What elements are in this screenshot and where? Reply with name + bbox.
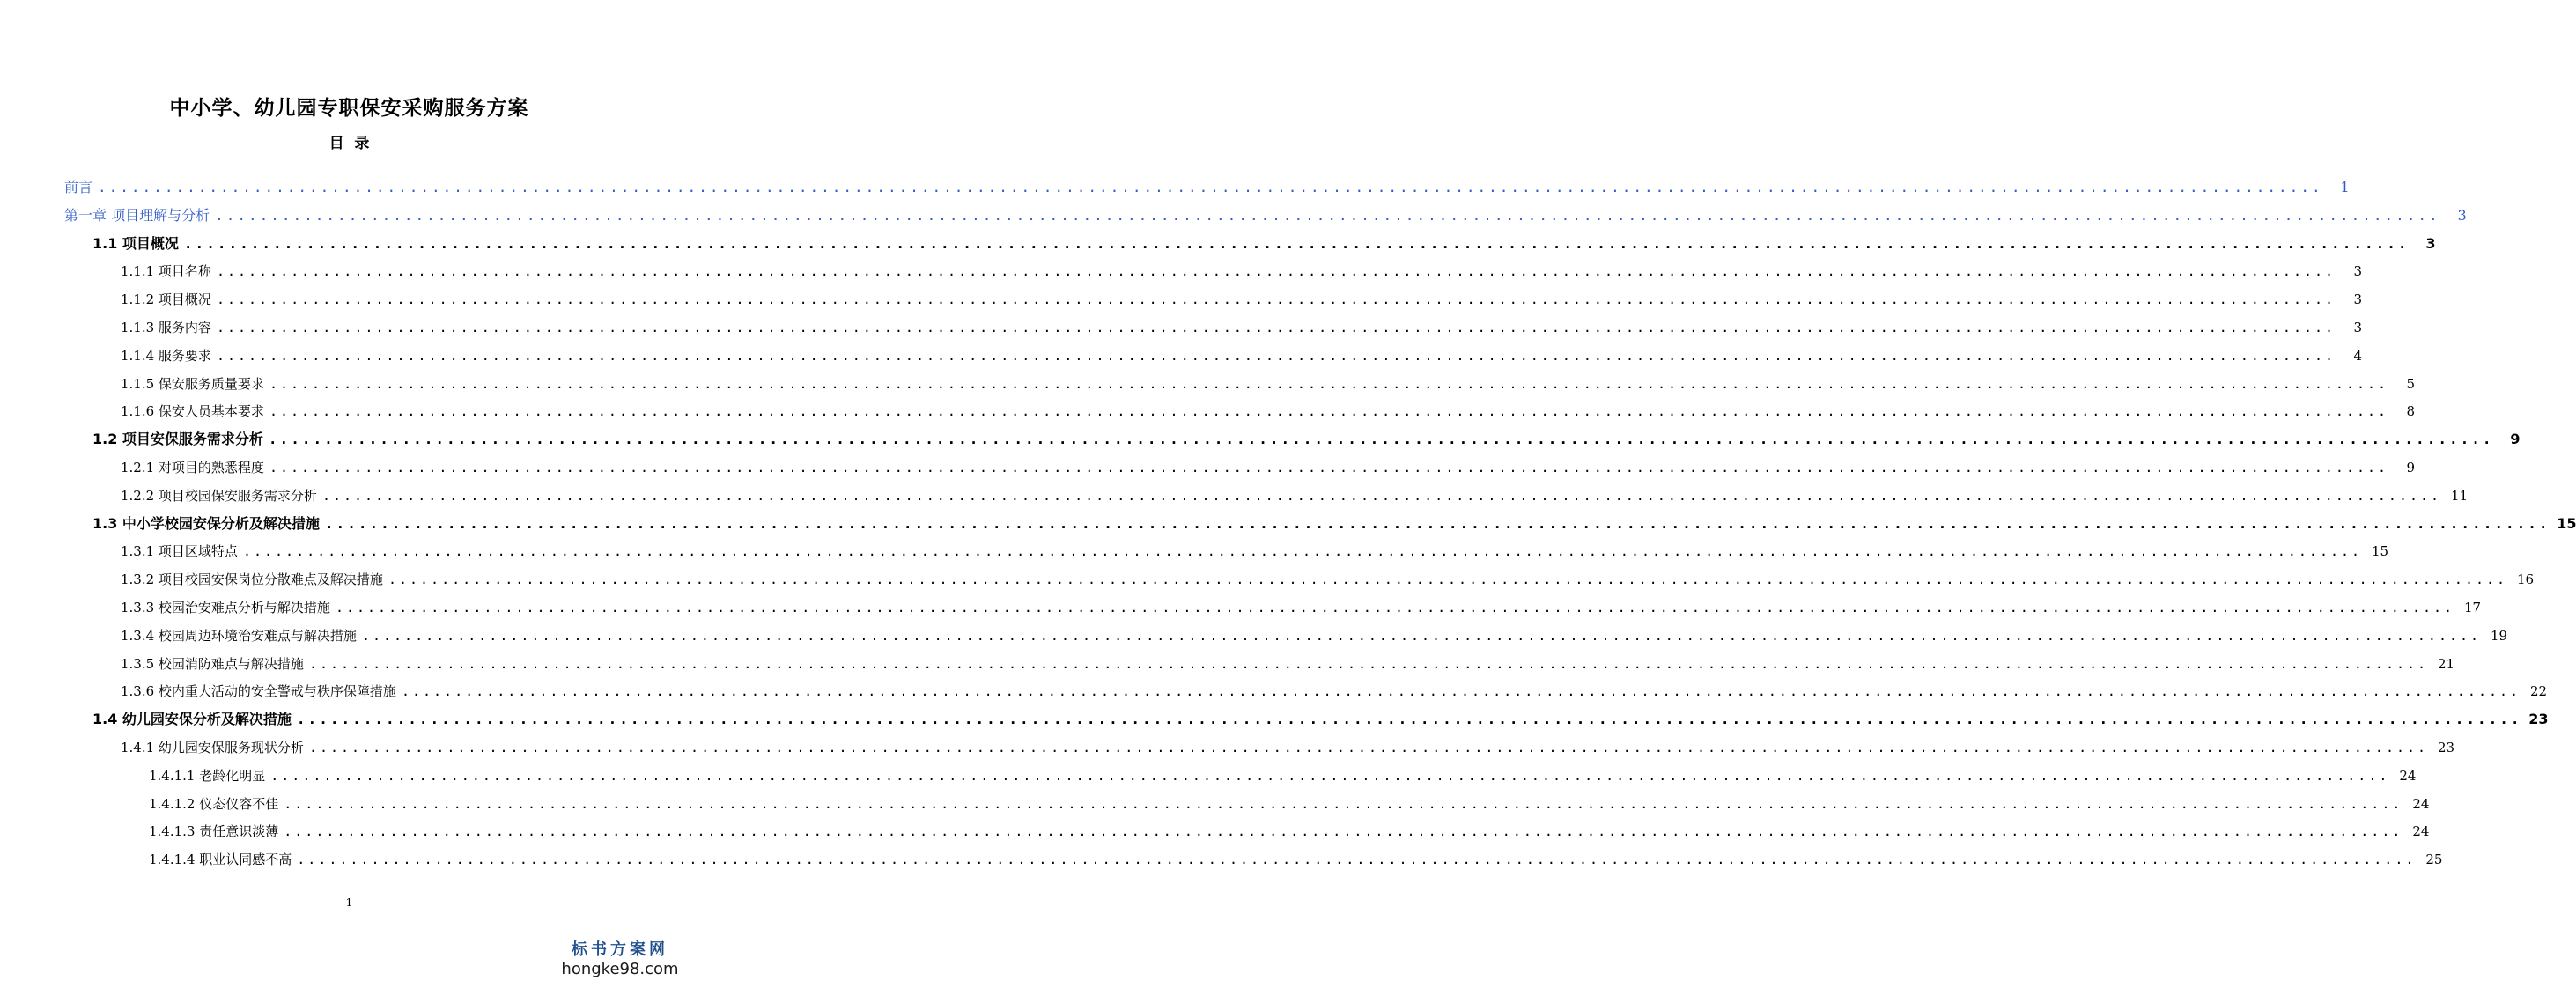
toc-entry-label: 1.1 项目概况 [92, 234, 179, 252]
toc-dot-leader: ........................................................................................................................................................................................................ [270, 767, 2390, 784]
toc-entry [121, 371, 2416, 397]
toc-entry [121, 734, 2455, 761]
toc-entry-page: 3 [2457, 206, 2467, 224]
page-number: 1 [345, 896, 353, 909]
toc-entry [121, 454, 2416, 481]
toc-entry-label: 1.4.1.2 仪态仪容不佳 [149, 795, 279, 812]
toc-dot-leader: ........................................................................................................................................................................................................ [268, 431, 2494, 448]
toc-entry-page: 21 [2438, 655, 2455, 672]
toc-dot-leader: ........................................................................................................................................................................................................ [308, 740, 2429, 756]
toc-entry-page: 25 [2425, 852, 2443, 868]
toc-entry-page: 23 [2438, 740, 2455, 756]
toc-entry [149, 818, 2430, 844]
toc-entry-page: 23 [2528, 711, 2549, 728]
toc-entry-label: 1.3.2 项目校园安保岗位分散难点及解决措施 [121, 571, 383, 588]
toc-dot-leader: ........................................................................................................................................................................................................ [216, 263, 2336, 280]
toc-entry-page: 24 [2412, 823, 2430, 840]
watermark [554, 940, 686, 979]
toc-entry [121, 398, 2416, 424]
toc-entry-page: 5 [2406, 375, 2416, 392]
toc-dot-leader: ........................................................................................................................................................................................................ [183, 234, 2410, 252]
toc-entry-page: 3 [2425, 234, 2436, 252]
toc-entry [149, 791, 2430, 817]
toc-entry [149, 846, 2443, 873]
toc-dot-leader: ........................................................................................................................................................................................................ [388, 571, 2508, 588]
toc-entry-page: 16 [2517, 571, 2535, 588]
toc-entry [121, 566, 2535, 593]
toc-dot-leader: ........................................................................................................................................................................................................ [216, 320, 2336, 335]
toc-dot-leader: ........................................................................................................................................................................................................ [215, 206, 2440, 224]
toc-dot-leader: ........................................................................................................................................................................................................ [324, 514, 2550, 532]
toc-entry[interactable] [64, 174, 2350, 201]
toc-entry-label: 1.4 幼儿园安保分析及解决措施 [92, 711, 292, 728]
watermark-name: 标书方案网 [572, 940, 668, 959]
toc-entry [121, 286, 2363, 313]
toc-entry[interactable] [64, 203, 2467, 229]
toc-entry-page: 4 [2353, 347, 2363, 364]
toc-entry-label: 1.1.6 保安人员基本要求 [121, 403, 264, 420]
toc-dot-leader: ........................................................................................................................................................................................................ [308, 655, 2429, 672]
toc-entry-label: 1.3.4 校园周边环境治安难点与解决措施 [121, 627, 357, 644]
toc-entry [121, 538, 2389, 564]
toc-heading: 目 录 [328, 135, 370, 152]
toc-entry [121, 623, 2508, 649]
toc-entry [92, 231, 2436, 257]
toc-entry [121, 678, 2548, 704]
toc-entry-page: 11 [2451, 487, 2469, 504]
toc-entry [92, 706, 2549, 733]
toc-dot-leader: ........................................................................................................................................................................................................ [216, 291, 2336, 308]
toc-entry-label: 1.1.3 服务内容 [121, 320, 211, 335]
toc-entry-label: 1.4.1 幼儿园安保服务现状分析 [121, 740, 304, 756]
toc-entry-label: 1.3 中小学校园安保分析及解决措施 [92, 514, 320, 532]
toc-entry-page: 3 [2353, 263, 2363, 280]
toc-entry-label: 1.3.1 项目区域特点 [121, 543, 238, 560]
toc-dot-leader: ........................................................................................................................................................................................................ [216, 347, 2336, 364]
toc-entry-label: 1.4.1.3 责任意识淡薄 [149, 823, 279, 840]
toc-entry [121, 651, 2455, 677]
toc-entry-label: 前言 [64, 179, 93, 195]
toc-dot-leader: ........................................................................................................................................................................................................ [284, 823, 2403, 840]
toc-entry [149, 763, 2417, 789]
toc-entry-page: 24 [2412, 795, 2430, 812]
toc-entry-page: 24 [2399, 767, 2417, 784]
toc-entry-page: 9 [2406, 460, 2416, 476]
toc-entry-page: 1 [2340, 179, 2350, 195]
toc-entry-page: 22 [2530, 683, 2548, 700]
toc-entry-label: 1.4.1.4 职业认同感不高 [149, 852, 292, 868]
document-title: 中小学、幼儿园专职保安采购服务方案 [169, 97, 529, 120]
toc-entry [121, 258, 2363, 284]
toc-dot-leader: ........................................................................................................................................................................................................ [361, 627, 2482, 644]
toc-dot-leader: ........................................................................................................................................................................................................ [296, 711, 2522, 728]
toc-entry-page: 19 [2491, 627, 2508, 644]
toc-entry-label: 1.3.5 校园消防难点与解决措施 [121, 655, 304, 672]
toc-entry-page: 9 [2510, 431, 2521, 448]
toc-entry-label: 1.2 项目安保服务需求分析 [92, 431, 263, 448]
toc-dot-leader: ........................................................................................................................................................................................................ [401, 683, 2521, 700]
toc-entry [92, 511, 2576, 537]
toc-entry-label: 1.1.2 项目概况 [121, 291, 211, 308]
toc-entry-label: 1.3.3 校园治安难点分析与解决措施 [121, 600, 330, 616]
toc-dot-leader: ........................................................................................................................................................................................................ [321, 487, 2442, 504]
toc-entry-label: 1.1.1 项目名称 [121, 263, 211, 280]
toc-entry-label: 1.1.5 保安服务质量要求 [121, 375, 264, 392]
toc-entry-label: 1.2.1 对项目的熟悉程度 [121, 460, 264, 476]
toc-dot-leader: ........................................................................................................................................................................................................ [242, 543, 2363, 560]
toc-entry [92, 426, 2521, 453]
toc-entry [121, 483, 2469, 509]
toc-dot-leader: ........................................................................................................................................................................................................ [335, 600, 2455, 616]
toc-entry [121, 594, 2482, 621]
toc-entry-label: 1.4.1.1 老龄化明显 [149, 767, 266, 784]
toc-dot-leader: ........................................................................................................................................................................................................ [269, 375, 2389, 392]
toc-entry-page: 8 [2406, 403, 2416, 420]
toc-entry-label: 1.1.4 服务要求 [121, 347, 211, 364]
toc-entry-page: 17 [2464, 600, 2482, 616]
toc-entry-page: 3 [2353, 291, 2363, 308]
toc-entry-page: 15 [2372, 543, 2389, 560]
toc-entry-label: 1.3.6 校内重大活动的安全警戒与秩序保障措施 [121, 683, 396, 700]
toc-entry [121, 343, 2363, 369]
toc-dot-leader: ........................................................................................................................................................................................................ [269, 460, 2389, 476]
toc-entry-page: 3 [2353, 320, 2363, 335]
toc-dot-leader: ........................................................................................................................................................................................................ [284, 795, 2403, 812]
toc-dot-leader: ........................................................................................................................................................................................................ [269, 403, 2389, 420]
toc-entry-label: 第一章 项目理解与分析 [64, 206, 210, 224]
toc-entry-page: 15 [2557, 514, 2576, 532]
toc-entry-label: 1.2.2 项目校园保安服务需求分析 [121, 487, 317, 504]
watermark-url: hongke98.com [561, 960, 679, 978]
toc-dot-leader: ........................................................................................................................................................................................................ [98, 179, 2323, 195]
toc-dot-leader: ........................................................................................................................................................................................................ [297, 852, 2417, 868]
toc-entry [121, 314, 2363, 341]
